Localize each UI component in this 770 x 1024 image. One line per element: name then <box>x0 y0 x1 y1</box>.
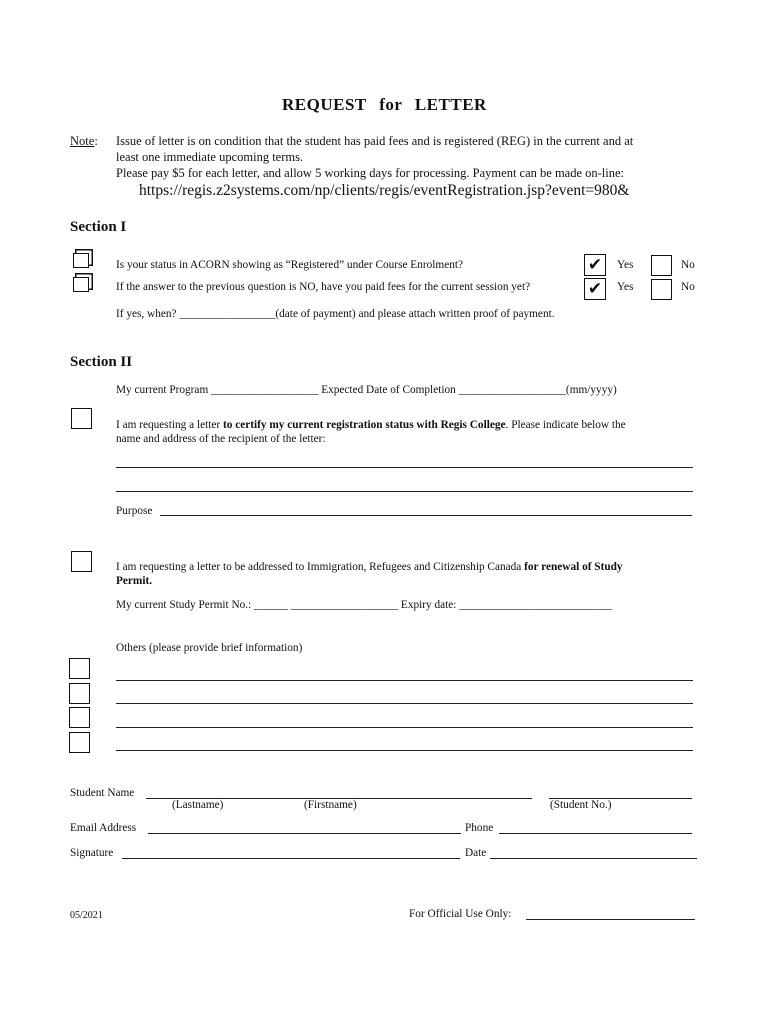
others-line-3[interactable] <box>116 727 693 728</box>
section-2-heading: Section II <box>70 354 133 370</box>
study-permit-number-field[interactable]: My current Study Permit No.: ______ ___________________ Expiry date: ___________________________ <box>116 599 612 611</box>
email-field[interactable] <box>148 833 461 834</box>
others-checkbox-3[interactable] <box>69 707 90 728</box>
q2-no-label: No <box>681 281 695 293</box>
q2-yes-checkbox[interactable] <box>584 278 606 300</box>
registration-letter-pre: I am requesting a letter <box>116 419 223 431</box>
study-permit-pre: I am requesting a letter to be addressed to Immigration, Refugees and Citizenship Canada <box>116 561 525 573</box>
firstname-caption: (Firstname) <box>304 799 357 811</box>
q1-no-label: No <box>681 259 695 271</box>
payment-url-link[interactable]: https://regis.z2systems.com/np/clients/regis/eventRegistration.jsp?event=980& <box>139 182 630 199</box>
others-checkbox-1[interactable] <box>69 658 90 679</box>
date-label: Date <box>465 847 487 859</box>
section-1-heading: Section I <box>70 219 127 235</box>
others-label: Others (please provide brief information) <box>116 642 303 654</box>
date-field[interactable] <box>490 858 697 859</box>
others-line-2[interactable] <box>116 703 693 704</box>
recipient-line-2[interactable] <box>116 491 693 492</box>
registration-letter-checkbox[interactable] <box>71 408 92 429</box>
signature-field[interactable] <box>122 858 460 859</box>
registration-letter-bold: to certify my current registration status with Regis College <box>222 419 506 431</box>
check-icon: ✔ <box>587 255 603 275</box>
form-version: 05/2021 <box>70 910 103 921</box>
others-line-1[interactable] <box>116 680 693 681</box>
note-line-2: least one immediate upcoming terms. <box>116 150 304 164</box>
question-acorn-status: Is your status in ACORN showing as “Registered” under Course Enrolment? <box>116 259 464 271</box>
official-use-label: For Official Use Only: <box>409 908 512 920</box>
section-1-q2-checkbox[interactable] <box>73 277 89 292</box>
phone-label: Phone <box>465 822 494 834</box>
study-permit-line-2 <box>116 575 152 587</box>
q2-yes-label: Yes <box>617 281 634 293</box>
registration-letter-line-2: name and address of the recipient of the letter: <box>116 433 326 445</box>
page-title: REQUEST for LETTER <box>282 95 487 114</box>
note-colon: : <box>94 134 98 148</box>
note-line-1: Issue of letter is on condition that the student has paid fees and is registered (REG) in the current and at <box>116 134 634 148</box>
recipient-line-1[interactable] <box>116 467 693 468</box>
study-permit-letter-text <box>116 561 623 573</box>
lastname-caption: (Lastname) <box>172 799 224 811</box>
q2-no-checkbox[interactable] <box>651 279 672 300</box>
q1-no-checkbox[interactable] <box>651 255 672 276</box>
student-number-caption: (Student No.) <box>550 799 612 811</box>
payment-date-field[interactable]: If yes, when? _________________(date of payment) and please attach written proof of payment. <box>116 308 555 320</box>
student-name-label: Student Name <box>70 787 135 799</box>
note-label-text: Note <box>70 134 95 148</box>
official-use-line <box>526 919 695 920</box>
question-fees-paid: If the answer to the previous question is NO, have you paid fees for the current session yet? <box>116 281 531 293</box>
program-completion-field[interactable]: My current Program ___________________ Expected Date of Completion ___________________(mm/yyyy) <box>116 384 617 396</box>
purpose-line[interactable] <box>160 515 692 516</box>
others-checkbox-2[interactable] <box>69 683 90 704</box>
email-label: Email Address <box>70 822 137 834</box>
purpose-label: Purpose <box>116 505 153 517</box>
q1-yes-checkbox[interactable] <box>584 254 606 276</box>
registration-letter-text <box>116 419 626 431</box>
note-label <box>70 134 98 149</box>
study-permit-letter-checkbox[interactable] <box>71 551 92 572</box>
note-line-3: Please pay $5 for each letter, and allow 5 working days for processing. Payment can be made on-line: <box>116 166 625 180</box>
study-permit-bold: for renewal of Study <box>524 561 623 573</box>
signature-label: Signature <box>70 847 114 859</box>
phone-field[interactable] <box>499 833 692 834</box>
q1-yes-label: Yes <box>617 259 634 271</box>
others-line-4[interactable] <box>116 750 693 751</box>
check-icon: ✔ <box>587 279 603 299</box>
others-checkbox-4[interactable] <box>69 732 90 753</box>
registration-letter-post: . Please indicate below the <box>505 419 626 431</box>
study-permit-bold-2: Permit. <box>116 575 153 587</box>
section-1-q1-checkbox[interactable] <box>73 253 89 268</box>
